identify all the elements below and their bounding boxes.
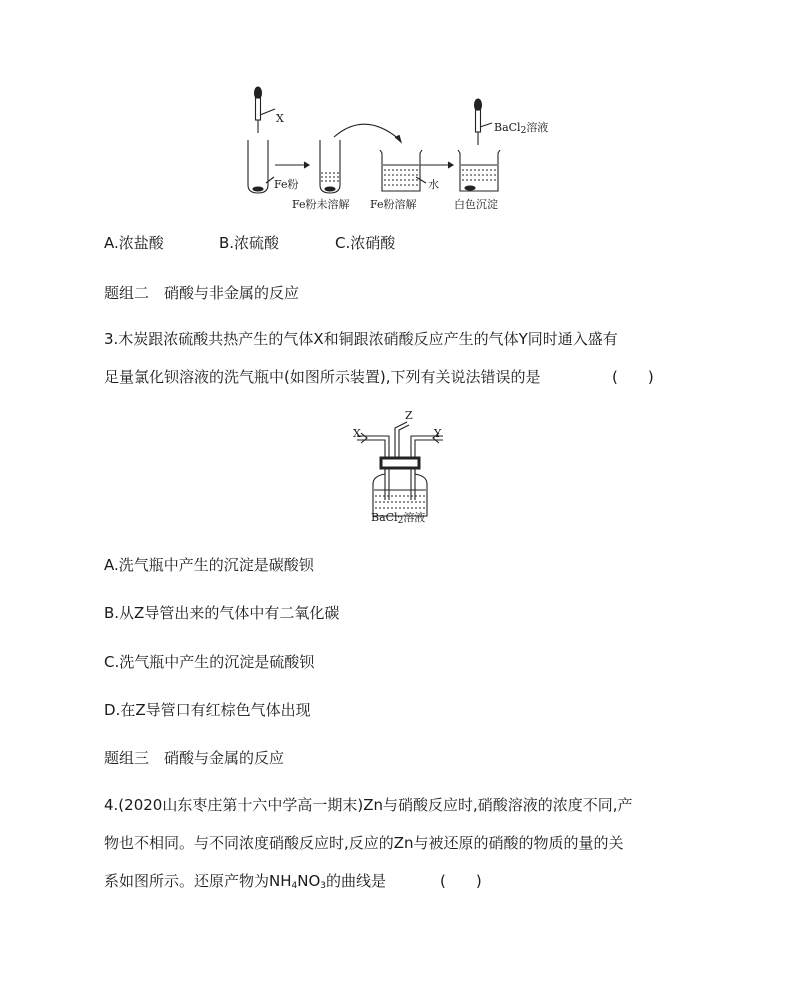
q4-line2: 物也不相同。与不同浓度硝酸反应时,反应的Zn与被还原的硝酸的物质的量的关 <box>104 834 624 852</box>
q3-option-b: B.从Z导管出来的气体中有二氧化碳 <box>104 604 340 622</box>
gas-washing-bottle-figure <box>345 408 455 528</box>
fig1-caption-1: Fe粉未溶解 <box>292 198 350 211</box>
fe-experiment-figure <box>230 85 570 215</box>
q2-option-c: C.浓硝酸 <box>335 234 396 252</box>
q3-line1: 3.木炭跟浓硫酸共热产生的气体X和铜跟浓硝酸反应产生的气体Y同时通入盛有 <box>104 330 618 348</box>
q3-line2: 足量氯化钡溶液的洗气瓶中(如图所示装置),下列有关说法错误的是 <box>104 368 541 386</box>
q2-option-a: A.浓盐酸 <box>104 234 164 252</box>
q4-line1: 4.(2020山东枣庄第十六中学高一期末)Zn与硝酸反应时,硝酸溶液的浓度不同,产 <box>104 796 633 814</box>
q4-answer-paren: ( ) <box>440 872 482 890</box>
q3-answer-paren: ( ) <box>612 368 654 386</box>
q4-line3: 系如图所示。还原产物为$NH_4NO_3$的曲线是 <box>104 872 387 891</box>
fig2-label-z: Z <box>405 409 413 422</box>
gas-washing-bottle-diagram <box>345 408 455 528</box>
fig2-caption: BaCl$_2$溶液 <box>371 511 426 526</box>
q2-option-b: B.浓硫酸 <box>219 234 280 252</box>
fig2-label-y: Y <box>434 427 442 440</box>
group2-heading: 题组二 硝酸与非金属的反应 <box>104 284 300 302</box>
group3-heading: 题组三 硝酸与金属的反应 <box>104 749 285 767</box>
fig2-label-x: X <box>353 427 361 440</box>
q3-option-a: A.洗气瓶中产生的沉淀是碳酸钡 <box>104 556 314 574</box>
fig1-label-water: 水 <box>428 178 439 191</box>
fig1-caption-3: 白色沉淀 <box>454 198 498 211</box>
q3-option-c: C.洗气瓶中产生的沉淀是硫酸钡 <box>104 653 315 671</box>
fe-experiment-diagram <box>230 85 570 215</box>
fig1-label-x: X <box>276 112 284 125</box>
q3-option-d: D.在Z导管口有红棕色气体出现 <box>104 701 311 719</box>
fig1-label-bacl2: BaCl$_2$溶液 <box>494 121 549 136</box>
fig1-label-fe-powder: Fe粉 <box>274 178 299 191</box>
fig1-caption-2: Fe粉溶解 <box>370 198 417 211</box>
